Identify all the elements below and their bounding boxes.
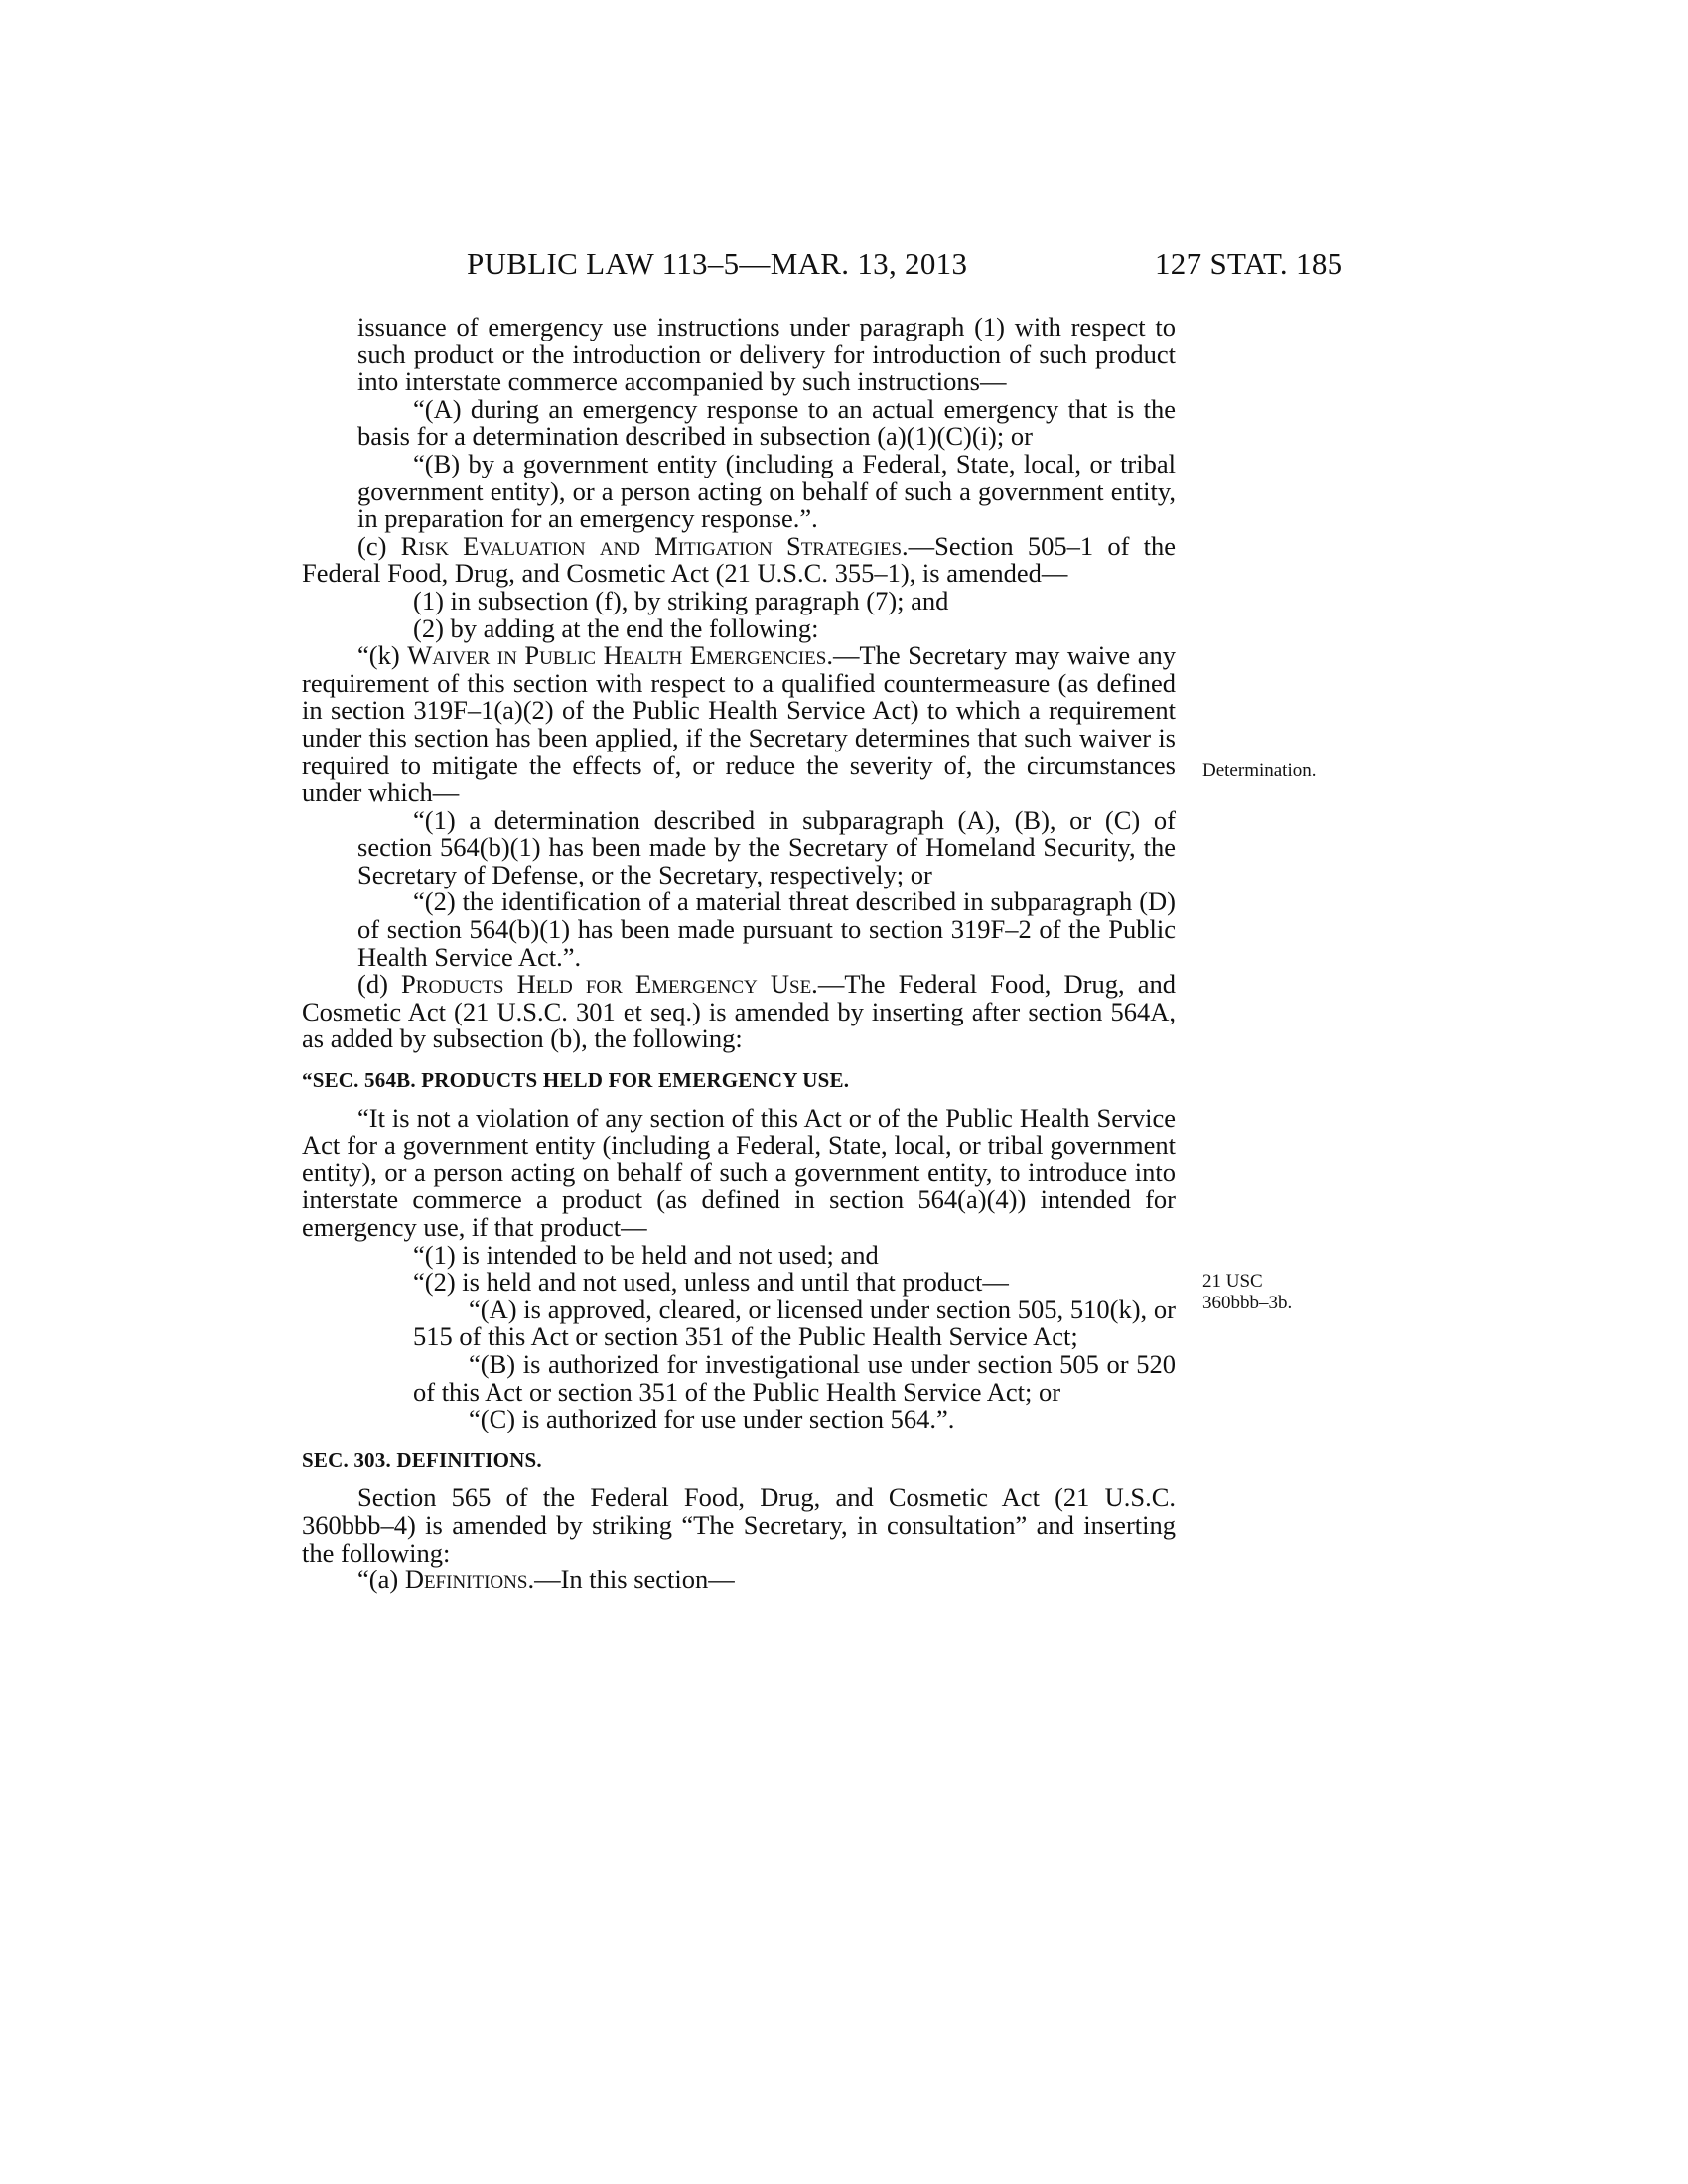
subsection-a-definitions xyxy=(302,1567,1176,1594)
subsection-a-lead: “(a) xyxy=(357,1565,405,1595)
margin-note-usc-citation xyxy=(1202,1271,1292,1314)
section-564b-subparagraph-b: “(B) is authorized for investigational use under section 505 or 520 of this Act or section 351 of the Public Health Service Act; or xyxy=(413,1348,1176,1407)
subsection-k-caption: Waiver in Public Health Emergencies. xyxy=(407,640,833,671)
margin-note-determination: Determination. xyxy=(1202,760,1317,781)
paragraph-1-subsection-f: (1) in subsection (f), by striking paragraph (7); and xyxy=(413,585,949,615)
body-text xyxy=(302,314,1176,1594)
subsection-d-text: —The Federal Food, Drug, and Cosmetic Act (21 U.S.C. 301 et seq.) is amended by inserting after section 564A, as added by subsection (b), the following: xyxy=(302,969,1176,1054)
running-head: PUBLIC LAW 113–5—MAR. 13, 2013 xyxy=(467,246,968,281)
section-564b-paragraph-1: “(1) is intended to be held and not used; and xyxy=(413,1239,879,1270)
subsection-c-text: —Section 505–1 of the Federal Food, Drug, and Cosmetic Act (21 U.S.C. 355–1), is amended— xyxy=(302,530,1176,589)
subsection-k-waiver xyxy=(302,642,1176,807)
subsection-d-products-held xyxy=(302,971,1176,1053)
usc-citation-line1: 21 USC xyxy=(1202,1271,1263,1292)
section-303-heading: SEC. 303. DEFINITIONS. xyxy=(302,1447,542,1472)
section-564b-heading: “SEC. 564B. PRODUCTS HELD FOR EMERGENCY USE. xyxy=(302,1068,850,1093)
subsection-d-caption: Products Held for Emergency Use. xyxy=(401,969,818,1000)
paragraph-b-government-entity: “(B) by a government entity (including a Federal, State, local, or tribal government entity), or a person acting on behalf of such a government entity, in preparation for an emergency response.”. xyxy=(357,448,1176,534)
subsection-c-lead: (c) xyxy=(357,530,401,561)
section-564b-subparagraph-a: “(A) is approved, cleared, or licensed under section 505, 510(k), or 515 of this Act or section 351 of the Public Health Service Act; xyxy=(413,1294,1176,1352)
paragraph-continuation: issuance of emergency use instructions under paragraph (1) with respect to such product or the introduction or delivery for introduction of such product into interstate commerce accompanied by such instructions— xyxy=(357,312,1176,397)
subsection-k-lead: “(k) xyxy=(357,640,408,671)
subsection-a-caption: Definitions. xyxy=(404,1565,535,1595)
section-564b-subparagraph-c: “(C) is authorized for use under section 564.”. xyxy=(469,1404,955,1434)
paragraph-a-emergency-response: “(A) during an emergency response to an actual emergency that is the basis for a determination described in subsection (a)(1)(C)(i); or xyxy=(357,393,1176,452)
paragraph-2-adding: (2) by adding at the end the following: xyxy=(413,613,819,643)
section-303-body: Section 565 of the Federal Food, Drug, and Cosmetic Act (21 U.S.C. 360bbb–4) is amended by striking “The Secretary, in consultation” and inserting the following: xyxy=(302,1482,1176,1568)
subsection-d-lead: (d) xyxy=(357,969,402,1000)
subsection-c-caption: Risk Evaluation and Mitigation Strategies. xyxy=(400,530,909,561)
usc-citation-line2: 360bbb–3b. xyxy=(1202,1293,1293,1313)
section-564b-body: “It is not a violation of any section of this Act or of the Public Health Service Act for a government entity (including a Federal, State, local, or tribal government entity), or a person acting on behalf of such a government entity, to introduce into interstate commerce a product (as defined in section 564(a)(4)) intended for emergency use, if that product— xyxy=(302,1102,1176,1242)
paragraph-k-2-identification: “(2) the identification of a material threat described in subparagraph (D) of section 564(b)(1) has been made pursuant to section 319F–2 of the Public Health Service Act.”. xyxy=(357,887,1176,972)
stat-page-number: 127 STAT. 185 xyxy=(1155,246,1343,281)
subsection-k-text: —The Secretary may waive any requirement of this section with respect to a qualified countermeasure (as defined in section 319F–1(a)(2) of the Public Health Service Act) to which a requirement under this section has been applied, if the Secretary determines that such waiver is required to mitigate the effects of, or reduce the severity of, the circumstances under which— xyxy=(302,640,1176,808)
section-564b-paragraph-2: “(2) is held and not used, unless and until that product— xyxy=(413,1267,1009,1297)
subsection-a-text: —In this section— xyxy=(534,1565,735,1595)
paragraph-k-1-determination: “(1) a determination described in subparagraph (A), (B), or (C) of section 564(b)(1) has been made by the Secretary of Homeland Security, the Secretary of Defense, or the Secretary, respectively; or xyxy=(357,804,1176,889)
subsection-c-rems xyxy=(302,530,1176,589)
